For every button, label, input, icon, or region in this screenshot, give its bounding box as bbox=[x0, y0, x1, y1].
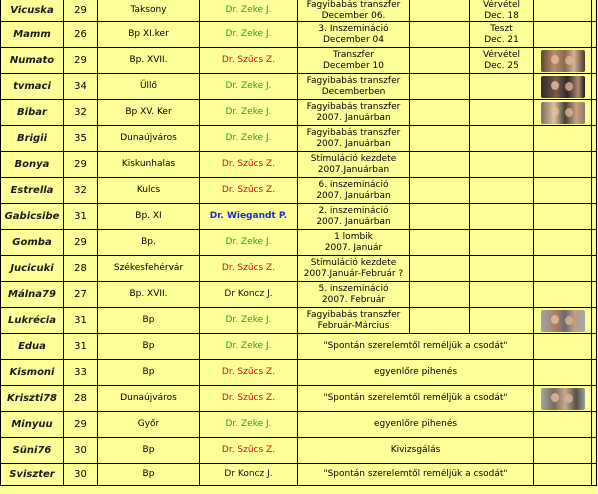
member-city: Bp. XI bbox=[98, 204, 200, 230]
member-note: "Spontán szerelemtől reméljük a csodát" bbox=[298, 464, 534, 486]
photo-cell bbox=[534, 464, 592, 486]
status-line-2: 2007.Január-Február ? bbox=[303, 268, 404, 279]
member-city: Bp bbox=[98, 438, 200, 464]
member-status bbox=[298, 22, 410, 48]
member-next-step bbox=[470, 126, 534, 152]
empty-cell bbox=[410, 0, 470, 22]
member-next-step bbox=[470, 48, 534, 74]
member-age: 29 bbox=[64, 412, 98, 438]
status-line-1: Stimuláció kezdete bbox=[310, 258, 397, 268]
photo-cell bbox=[534, 360, 592, 386]
member-city: Bp bbox=[98, 334, 200, 360]
member-name[interactable]: Málna79 bbox=[0, 282, 64, 308]
member-age: 28 bbox=[64, 256, 98, 282]
edge-cell bbox=[592, 74, 597, 100]
status-line-2: 2007. Február bbox=[321, 294, 386, 305]
photo-cell bbox=[534, 74, 592, 100]
photo-cell bbox=[534, 256, 592, 282]
member-status bbox=[298, 230, 410, 256]
photo-cell bbox=[534, 334, 592, 360]
photo-cell bbox=[534, 282, 592, 308]
member-doctor: Dr. Szűcs Z. bbox=[200, 360, 298, 386]
member-next-step bbox=[470, 74, 534, 100]
member-name[interactable]: Edua bbox=[0, 334, 64, 360]
member-status bbox=[298, 0, 410, 22]
member-age: 35 bbox=[64, 126, 98, 152]
member-status bbox=[298, 204, 410, 230]
edge-cell bbox=[592, 334, 597, 360]
photo-cell bbox=[534, 152, 592, 178]
member-name[interactable]: Numato bbox=[0, 48, 64, 74]
member-age: 31 bbox=[64, 308, 98, 334]
member-name[interactable]: Jucicuki bbox=[0, 256, 64, 282]
member-name[interactable]: Süni76 bbox=[0, 438, 64, 464]
member-doctor: Dr. Zeke J. bbox=[200, 22, 298, 48]
member-name[interactable]: Estrella bbox=[0, 178, 64, 204]
empty-cell bbox=[410, 204, 470, 230]
next-step-date: Dec. 18 bbox=[484, 10, 519, 21]
member-doctor: Dr. Szűcs Z. bbox=[200, 178, 298, 204]
member-city: Székesfehérvár bbox=[98, 256, 200, 282]
edge-cell bbox=[592, 230, 597, 256]
edge-cell bbox=[592, 386, 597, 412]
photo-cell bbox=[534, 0, 592, 22]
member-city: Bp. bbox=[98, 230, 200, 256]
empty-cell bbox=[410, 256, 470, 282]
status-line-1: Fagyibabás transzfer bbox=[306, 128, 401, 138]
member-age: 30 bbox=[64, 438, 98, 464]
member-city: Bp bbox=[98, 464, 200, 486]
member-doctor: Dr. Zeke J. bbox=[200, 412, 298, 438]
member-name[interactable]: Minyuu bbox=[0, 412, 64, 438]
next-step-date: Dec. 25 bbox=[484, 60, 519, 71]
member-name[interactable]: Sviszter bbox=[0, 464, 64, 486]
empty-cell bbox=[410, 308, 470, 334]
status-line-1: Fagyibabás transzfer bbox=[306, 76, 401, 86]
photo-cell bbox=[534, 386, 592, 412]
member-photo[interactable] bbox=[541, 310, 585, 332]
member-status bbox=[298, 256, 410, 282]
empty-cell bbox=[410, 74, 470, 100]
edge-cell bbox=[592, 152, 597, 178]
photo-cell bbox=[534, 126, 592, 152]
member-city: Bp. XVII. bbox=[98, 282, 200, 308]
member-next-step bbox=[470, 100, 534, 126]
empty-cell bbox=[410, 22, 470, 48]
member-name[interactable]: Bonya bbox=[0, 152, 64, 178]
member-next-step bbox=[470, 308, 534, 334]
member-next-step bbox=[470, 0, 534, 22]
member-next-step bbox=[470, 152, 534, 178]
member-note: egyenlőre pihenés bbox=[298, 360, 534, 386]
status-line-1: 2. inszemináció bbox=[318, 206, 389, 216]
edge-cell bbox=[592, 178, 597, 204]
member-doctor: Dr. Zeke J. bbox=[200, 100, 298, 126]
member-name[interactable]: tvmaci bbox=[0, 74, 64, 100]
member-note: egyenlőre pihenés bbox=[298, 412, 534, 438]
next-step-date: Dec. 21 bbox=[484, 34, 519, 45]
member-city: Bp bbox=[98, 360, 200, 386]
member-doctor: Dr. Zeke J. bbox=[200, 230, 298, 256]
edge-cell bbox=[592, 282, 597, 308]
status-line-2: 2007. Január bbox=[324, 242, 383, 253]
member-age: 32 bbox=[64, 100, 98, 126]
member-photo[interactable] bbox=[541, 76, 585, 98]
status-line-1: Fagyibabás transzfer bbox=[306, 102, 401, 112]
member-doctor: Dr. Zeke J. bbox=[200, 126, 298, 152]
edge-cell bbox=[592, 22, 597, 48]
member-city: Bp XI.ker bbox=[98, 22, 200, 48]
photo-cell bbox=[534, 178, 592, 204]
member-age: 31 bbox=[64, 334, 98, 360]
edge-cell bbox=[592, 204, 597, 230]
member-age: 32 bbox=[64, 178, 98, 204]
member-age: 33 bbox=[64, 360, 98, 386]
status-line-1: Transzfer bbox=[333, 50, 374, 60]
member-doctor: Dr. Szűcs Z. bbox=[200, 438, 298, 464]
member-note: "Spontán szerelemtől reméljük a csodát" bbox=[298, 386, 534, 412]
status-line-2: December 04 bbox=[323, 34, 384, 45]
member-doctor: Dr. Szűcs Z. bbox=[200, 386, 298, 412]
member-next-step bbox=[470, 22, 534, 48]
photo-cell bbox=[534, 100, 592, 126]
member-photo[interactable] bbox=[541, 50, 585, 72]
member-age: 29 bbox=[64, 48, 98, 74]
member-age: 29 bbox=[64, 230, 98, 256]
member-name[interactable]: Lukrécia bbox=[0, 308, 64, 334]
photo-cell bbox=[534, 230, 592, 256]
empty-cell bbox=[410, 178, 470, 204]
member-status bbox=[298, 48, 410, 74]
member-age: 29 bbox=[64, 152, 98, 178]
member-status bbox=[298, 178, 410, 204]
empty-cell bbox=[410, 100, 470, 126]
photo-cell bbox=[534, 22, 592, 48]
member-status bbox=[298, 100, 410, 126]
member-status bbox=[298, 308, 410, 334]
status-line-2: Decemberben bbox=[321, 86, 386, 97]
member-note: Kivizsgálás bbox=[298, 438, 534, 464]
member-age: 29 bbox=[64, 0, 98, 22]
member-age: 26 bbox=[64, 22, 98, 48]
member-note: "Spontán szerelemtől reméljük a csodát" bbox=[298, 334, 534, 360]
member-doctor: Dr. Wiegandt P. bbox=[200, 204, 298, 230]
next-step-label: Vérvétel bbox=[482, 50, 521, 60]
member-next-step bbox=[470, 204, 534, 230]
status-line-2: 2007.Januárban bbox=[317, 164, 390, 175]
member-city: Kulcs bbox=[98, 178, 200, 204]
member-next-step bbox=[470, 178, 534, 204]
status-line-1: 5. inszemináció bbox=[318, 284, 389, 294]
member-age: 30 bbox=[64, 464, 98, 486]
edge-cell bbox=[592, 438, 597, 464]
status-line-1: Fagyibabás transzfer bbox=[306, 310, 401, 320]
empty-cell bbox=[410, 126, 470, 152]
empty-cell bbox=[410, 48, 470, 74]
empty-cell bbox=[410, 230, 470, 256]
member-city: Bp bbox=[98, 308, 200, 334]
member-city: Győr bbox=[98, 412, 200, 438]
edge-cell bbox=[592, 360, 597, 386]
status-line-2: December 10 bbox=[323, 60, 384, 71]
member-status bbox=[298, 74, 410, 100]
member-age: 34 bbox=[64, 74, 98, 100]
member-next-step bbox=[470, 230, 534, 256]
member-doctor: Dr. Zeke J. bbox=[200, 74, 298, 100]
status-line-2: 2007. Januárban bbox=[316, 190, 391, 201]
status-line-2: 2007. Januárban bbox=[316, 138, 391, 149]
member-age: 27 bbox=[64, 282, 98, 308]
member-doctor: Dr. Zeke J. bbox=[200, 334, 298, 360]
edge-cell bbox=[592, 126, 597, 152]
member-doctor: Dr. Zeke J. bbox=[200, 308, 298, 334]
member-age: 31 bbox=[64, 204, 98, 230]
member-city: Üllő bbox=[98, 74, 200, 100]
status-line-2: 2007. Januárban bbox=[316, 112, 391, 123]
member-name[interactable]: Brigii bbox=[0, 126, 64, 152]
member-doctor: Dr. Szűcs Z. bbox=[200, 152, 298, 178]
member-doctor: Dr Koncz J. bbox=[200, 282, 298, 308]
edge-cell bbox=[592, 256, 597, 282]
member-name[interactable]: Gabicsibe bbox=[0, 204, 64, 230]
member-name[interactable]: Bibar bbox=[0, 100, 64, 126]
member-name[interactable]: Kriszti78 bbox=[0, 386, 64, 412]
member-name[interactable]: Kismoni bbox=[0, 360, 64, 386]
photo-cell bbox=[534, 204, 592, 230]
member-status bbox=[298, 282, 410, 308]
edge-cell bbox=[592, 0, 597, 22]
edge-cell bbox=[592, 100, 597, 126]
edge-cell bbox=[592, 308, 597, 334]
status-line-1: 1 lombik bbox=[334, 232, 373, 242]
next-step-label: Vérvétel bbox=[482, 0, 521, 10]
member-city: Dunaújváros bbox=[98, 386, 200, 412]
empty-cell bbox=[410, 152, 470, 178]
member-doctor: Dr. Szűcs Z. bbox=[200, 48, 298, 74]
member-name[interactable]: Vicuska bbox=[0, 0, 64, 22]
member-city: Kiskunhalas bbox=[98, 152, 200, 178]
member-doctor: Dr. Zeke J. bbox=[200, 0, 298, 22]
member-city: Bp XV. Ker bbox=[98, 100, 200, 126]
status-line-2: 2007. Januárban bbox=[316, 216, 391, 227]
status-line-2: December 06. bbox=[321, 10, 386, 21]
status-line-1: 3. Inszemináció bbox=[318, 24, 389, 34]
member-city: Taksony bbox=[98, 0, 200, 22]
member-city: Dunaújváros bbox=[98, 126, 200, 152]
edge-cell bbox=[592, 412, 597, 438]
empty-cell bbox=[410, 282, 470, 308]
member-status bbox=[298, 126, 410, 152]
photo-cell bbox=[534, 48, 592, 74]
member-name[interactable]: Mamm bbox=[0, 22, 64, 48]
member-status bbox=[298, 152, 410, 178]
photo-cell bbox=[534, 308, 592, 334]
status-line-1: 6. inszemináció bbox=[318, 180, 389, 190]
status-line-2: Február-Március bbox=[317, 320, 390, 331]
edge-cell bbox=[592, 464, 597, 486]
next-step-label: Teszt bbox=[490, 24, 513, 34]
photo-cell bbox=[534, 438, 592, 464]
member-city: Bp. XVII. bbox=[98, 48, 200, 74]
status-line-1: Stimuláció kezdete bbox=[310, 154, 397, 164]
status-line-1: Fagyibabás transzfer bbox=[306, 0, 401, 10]
member-photo[interactable] bbox=[541, 388, 585, 410]
member-next-step bbox=[470, 256, 534, 282]
edge-cell bbox=[592, 48, 597, 74]
member-photo[interactable] bbox=[541, 102, 585, 124]
member-name[interactable]: Gomba bbox=[0, 230, 64, 256]
member-doctor: Dr Koncz J. bbox=[200, 464, 298, 486]
member-age: 28 bbox=[64, 386, 98, 412]
member-doctor: Dr. Szűcs Z. bbox=[200, 256, 298, 282]
photo-cell bbox=[534, 412, 592, 438]
member-next-step bbox=[470, 282, 534, 308]
